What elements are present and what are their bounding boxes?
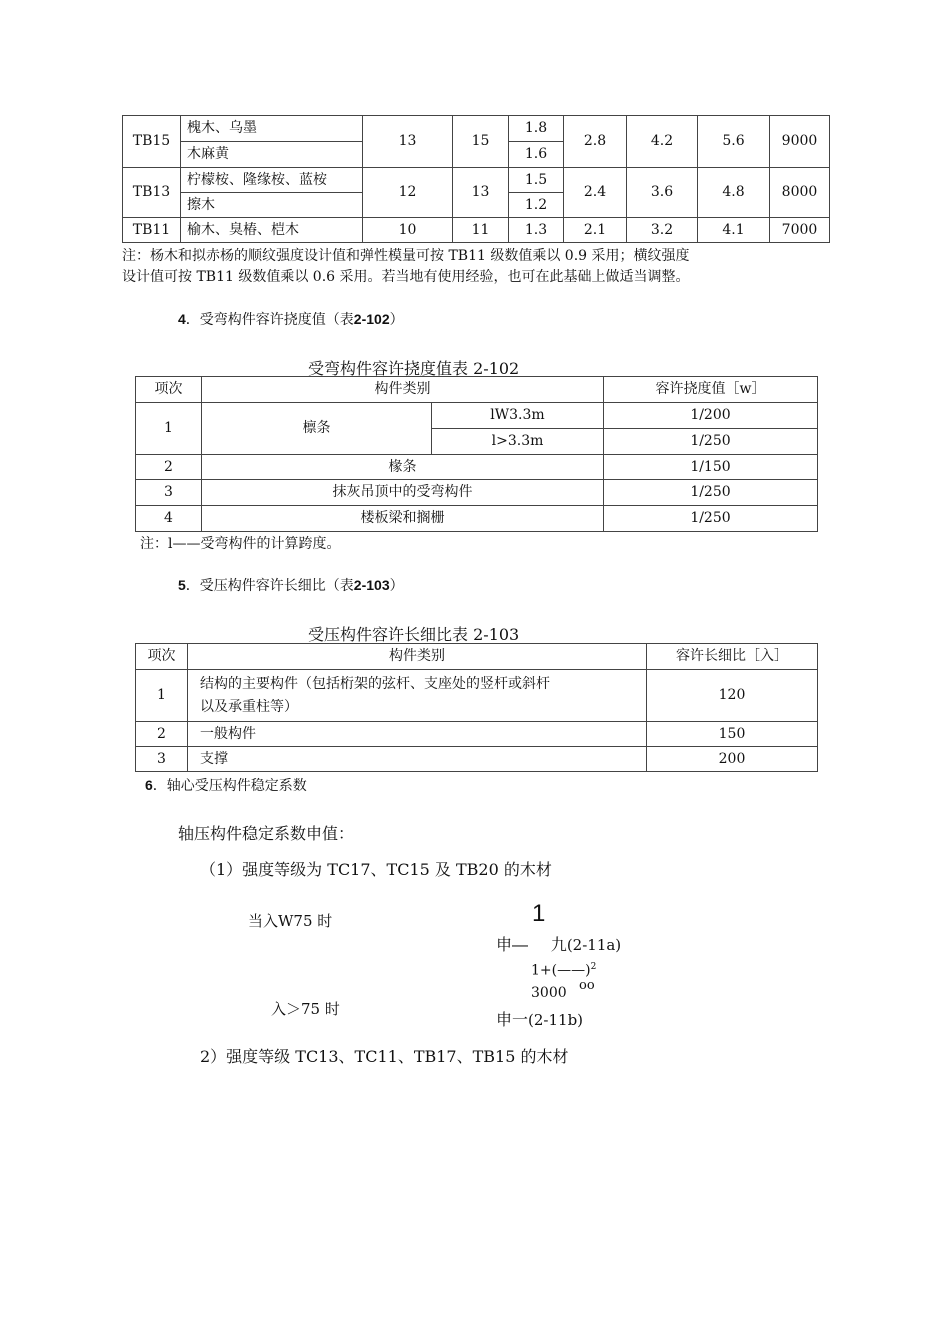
timber-grade-table [122, 115, 830, 243]
species-cell: 柠檬桉、隆缘桉、蓝桉 [181, 168, 363, 193]
value-cell: 4.2 [627, 116, 698, 168]
species-cell: 擦木 [181, 193, 363, 218]
heading-ref: 2-102 [353, 311, 390, 327]
value-cell: 2.8 [564, 116, 627, 168]
value-cell: 1.6 [509, 142, 564, 168]
category-cell: 一般构件 [188, 722, 647, 747]
value-cell: 1/250 [604, 429, 818, 455]
value-cell: 4.1 [698, 218, 770, 243]
value-cell: 13 [363, 116, 453, 168]
heading-text: ．受压构件容许长细比（表 [185, 578, 354, 594]
category-cell: 椽条 [202, 455, 604, 480]
value-cell: 1.5 [509, 168, 564, 193]
header-cell: 项次 [136, 377, 202, 403]
value-cell: 10 [363, 218, 453, 243]
formula-phi-b [496, 1007, 583, 1030]
exponent: 2 [590, 962, 597, 972]
phi-symbol: 申一 [496, 1012, 529, 1029]
value-cell: 1.8 [509, 116, 564, 142]
value-cell: 13 [453, 168, 509, 218]
heading-number: 5 [178, 577, 186, 593]
grade-cell: TB15 [123, 116, 181, 168]
sub-category-cell: lW3.3m [432, 403, 604, 429]
row-number: 3 [136, 747, 188, 772]
value-cell: 1/200 [604, 403, 818, 429]
condition-b: 入＞75 时 [271, 1000, 340, 1018]
section-heading-4 [178, 309, 404, 329]
category-cell: 檩条 [202, 403, 432, 455]
value-cell: 1/250 [604, 480, 818, 506]
item-2: 2）强度等级 TC13、TC11、TB17、TB15 的木材 [200, 1047, 569, 1066]
value-cell: 150 [647, 722, 818, 747]
row-number: 2 [136, 455, 202, 480]
value-cell: 120 [647, 670, 818, 722]
value-cell: 1.3 [509, 218, 564, 243]
row-number: 2 [136, 722, 188, 747]
value-cell: 3.6 [627, 168, 698, 218]
table-note [122, 246, 690, 288]
category-line: 结构的主要构件（包括桁架的弦杆、支座处的竖杆或斜杆 [200, 675, 550, 692]
row-number: 1 [136, 670, 188, 722]
phi-symbol: 申— [496, 937, 529, 954]
deflection-table [135, 376, 818, 532]
table-title-number: 表 2-102 [452, 359, 520, 378]
denominator-text: 1+(——) [531, 962, 591, 979]
cut-off-text: oo [579, 978, 595, 993]
value-cell: 1.2 [509, 193, 564, 218]
category-line: 以及承重柱等） [200, 698, 298, 715]
formula-denominator [531, 962, 596, 979]
value-cell: 200 [647, 747, 818, 772]
value-cell: 11 [453, 218, 509, 243]
note-line: 设计值可按 TB11 级数值乘以 0.6 采用。若当地有使用经验，也可在此基础上做适当调整。 [122, 269, 690, 285]
value-cell: 8000 [770, 168, 830, 218]
value-cell: 2.1 [564, 218, 627, 243]
table-title-number: 表 2-103 [452, 625, 520, 644]
value-cell: 4.8 [698, 168, 770, 218]
species-cell: 木麻黄 [181, 142, 363, 168]
table-title [308, 622, 519, 645]
heading-number: 6 [145, 777, 153, 793]
category-cell: 抹灰吊顶中的受弯构件 [202, 480, 604, 506]
value-cell: 2.4 [564, 168, 627, 218]
value-cell: 7000 [770, 218, 830, 243]
category-cell: 支撑 [188, 747, 647, 772]
heading-close: ） [389, 312, 404, 328]
jiu-char: 九 [550, 935, 567, 954]
equation-number: (2-11b) [528, 1011, 584, 1029]
formula-3000: 3000 [531, 985, 567, 1001]
formula-numerator: 1 [532, 900, 546, 927]
table-title-main: 受压构件容许长细比 [308, 627, 453, 644]
heading-close: ） [389, 578, 404, 594]
heading-ref: 2-103 [353, 577, 390, 593]
header-cell: 构件类别 [202, 377, 604, 403]
formula-phi-a [496, 932, 621, 955]
section-heading-6 [145, 775, 307, 795]
condition-a: 当入W75 时 [248, 912, 333, 930]
species-cell: 槐木、乌墨 [181, 116, 363, 142]
equation-number: (2-11a) [566, 936, 622, 954]
table-title-main: 受弯构件容许挠度值 [308, 361, 453, 378]
header-cell: 容许长细比［入］ [647, 644, 818, 670]
value-cell: 3.2 [627, 218, 698, 243]
value-cell: 15 [453, 116, 509, 168]
row-number: 4 [136, 506, 202, 532]
heading-text: ．受弯构件容许挠度值（表 [185, 312, 354, 328]
row-number: 1 [136, 403, 202, 455]
deflection-note: 注：l——受弯构件的计算跨度。 [140, 536, 341, 552]
heading-number: 4 [178, 311, 186, 327]
value-cell: 5.6 [698, 116, 770, 168]
sub-category-cell: l>3.3m [432, 429, 604, 455]
header-cell: 容许挠度值［w］ [604, 377, 818, 403]
slenderness-table [135, 643, 818, 772]
header-cell: 项次 [136, 644, 188, 670]
value-cell: 9000 [770, 116, 830, 168]
header-cell: 构件类别 [188, 644, 647, 670]
section-heading-5 [178, 575, 404, 595]
grade-cell: TB11 [123, 218, 181, 243]
row-number: 3 [136, 480, 202, 506]
value-cell: 1/250 [604, 506, 818, 532]
category-cell: 楼板梁和搁栅 [202, 506, 604, 532]
note-line: 注：杨木和拟赤杨的顺纹强度设计值和弹性模量可按 TB11 级数值乘以 0.9 采用；横纹强度 [122, 248, 690, 264]
grade-cell: TB13 [123, 168, 181, 218]
item-1: （1）强度等级为 TC17、TC15 及 TB20 的木材 [200, 860, 552, 879]
stability-intro: 轴压构件稳定系数申值： [178, 824, 355, 843]
species-cell: 榆木、臭椿、桤木 [181, 218, 363, 243]
value-cell: 1/150 [604, 455, 818, 480]
heading-text: ．轴心受压构件稳定系数 [152, 778, 307, 794]
value-cell: 12 [363, 168, 453, 218]
category-cell [188, 670, 647, 722]
